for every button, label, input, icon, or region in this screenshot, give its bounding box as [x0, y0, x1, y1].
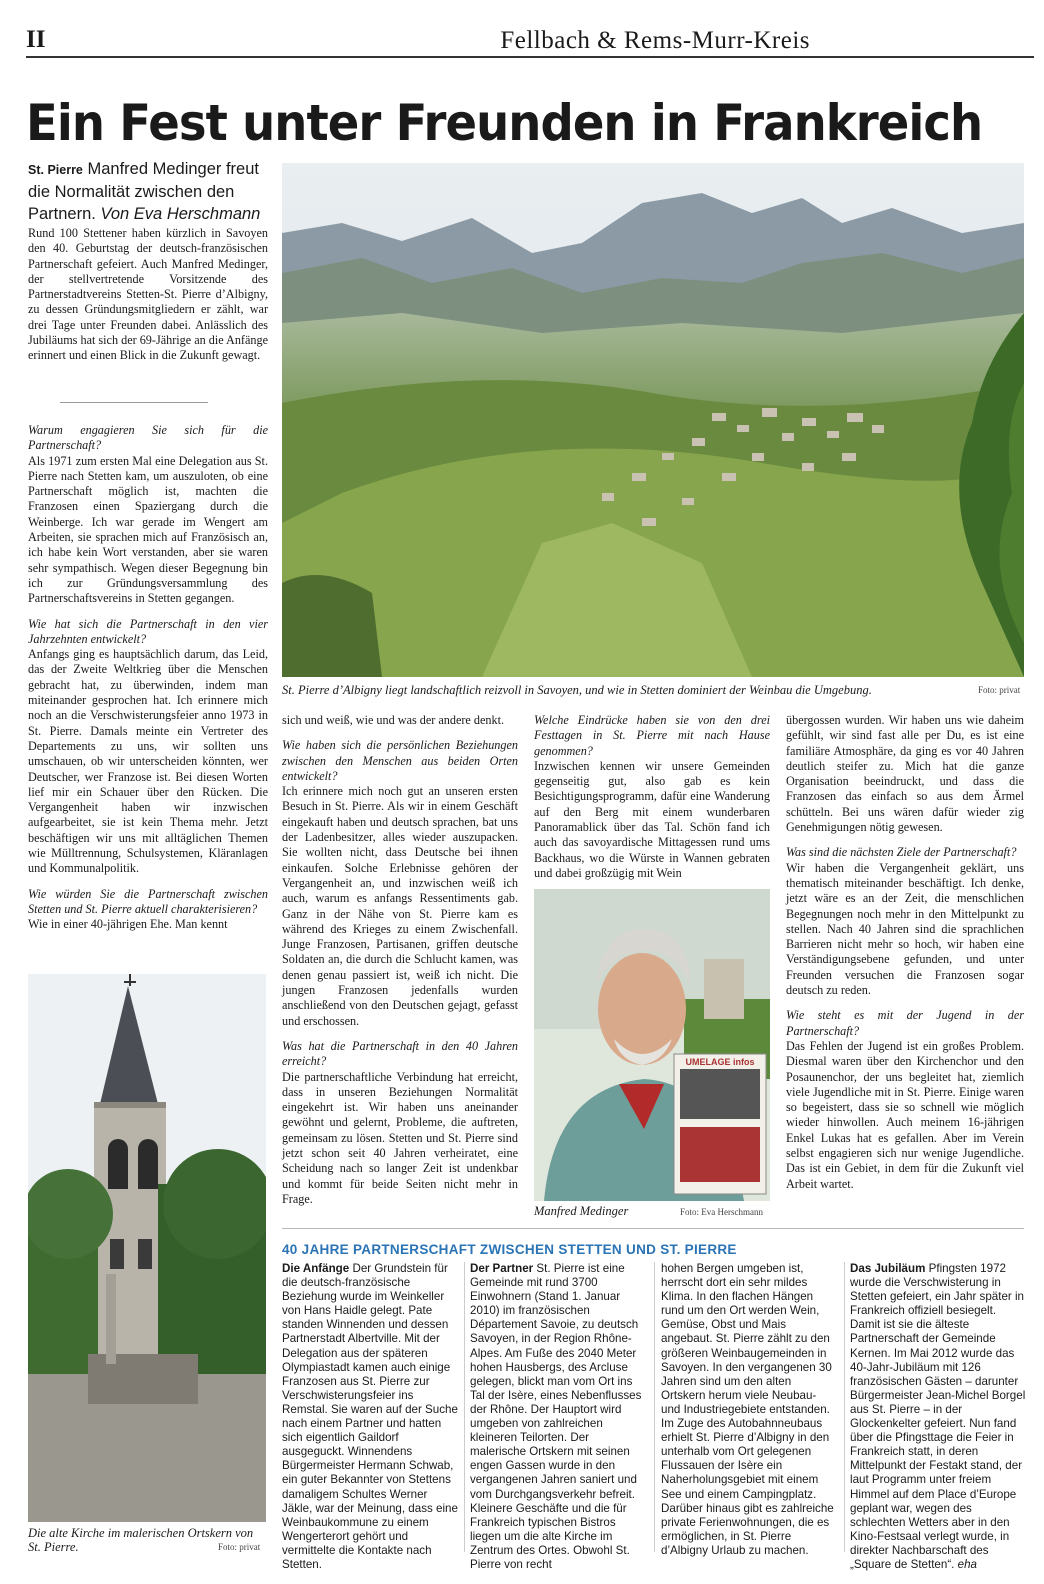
question: Welche Eindrücke haben sie von den drei Festtagen in St. Pierre mit nach Hause genommen? [534, 713, 770, 758]
infobox-subhead: Die Anfänge [282, 1262, 350, 1275]
article-column-4 [786, 713, 1024, 1192]
section-title: Fellbach & Rems-Murr-Kreis [500, 27, 810, 54]
infobox-text: hohen Bergen umgeben ist, herrscht dort ein sehr mildes Klima. In den flachen Hängen rund um den Ort werden Wein, Gemüse, Obst und Mais angebaut. St. Pierre zählt zu den größeren Weinbaugemeinden in Savoyen. In den vergangenen 30 Jahren sind um den alten Ortskern herum viele Neubau- und Industriegebiete entstanden. Im Zuge des Autobahnneubaus erhielt St. Pierre d’Albigny in den unterhalb vom Ort gelegenen Flussauen der Isère ein Naherholungsgebiet mit einem See und einem Campingplatz. Darüber hinaus gibt es zahlreiche private Ferienwohnungen, die es ermöglichen, in St. Pierre d’Albigny Urlaub zu machen. [661, 1262, 834, 1557]
infobox-rule [282, 1228, 1024, 1229]
infobox-anfaenge [282, 1262, 458, 1572]
portrait-photo-caption: Manfred Medinger [534, 1204, 629, 1218]
question: Was hat die Partnerschaft in den 40 Jahren erreicht? [282, 1038, 518, 1069]
answer: Die partnerschaftliche Verbindung hat erreicht, dass in unseren Beziehungen Normalität eingekehrt ist. Wir haben uns aneinander gewöhnt und gelernt, Probleme, die auftreten, gemeinsam zu lösen. Stetten und St. Pierre sind jetzt schon seit 40 Jahren verheiratet, eine Scheidung nach so langer Zeit ist undenkbar und kommt für beide Seiten nicht mehr in Frage. [282, 1069, 518, 1206]
intro-divider [60, 402, 208, 403]
headline: Ein Fest unter Freunden in Frankreich [26, 94, 983, 152]
article-intro [28, 226, 268, 364]
answer: Anfangs ging es hauptsächlich darum, das Leid, das der Zweite Weltkrieg über die Menschen gebracht hat, zu überwinden, indem man miteinander gesprochen hat. Ich erinnere mich noch an die Verschwisterungsfeier anno 1973 in St. Pierre. Damals meinte ein Vertreter des Departements zu uns, wir sollten uns umschauen, ob wir unterscheiden könnten, wer Deutscher, wer Franzose ist. Bei diesen Worten lief mir ein Schauer über den Rücken. Die Vergangenheit haben wir inzwischen aufgearbeitet, sie ist kein Thema mehr. Jetzt beschäftigen wir uns mit alltäglichen Themen wie Mülltrennung, Schulsystemen, Kläranlagen und Kommunalpolitik. [28, 647, 268, 876]
church-photo-caption: Die alte Kirche im malerischen Ortskern von St. Pierre. [28, 1526, 254, 1554]
answer: Ich erinnere mich noch gut an unseren ersten Besuch in St. Pierre. Als wir in einem Geschäft eingekauft haben und deutsch sprachen, bat uns der Ladenbesitzer, alles wieder auszupacken. Sie wollten nicht, dass Deutsche bei ihnen einkaufen. Solche Erlebnisse gehören der Vergangenheit an, und inzwischen weiß ich auch, warum es anfangs Ressentiments gab. Ganz in der Nähe von St. Pierre kam es während des Krieges zu einem Zwischenfall. Junge Franzosen, Partisanen, griffen deutsche Soldaten an, die durch die Schlucht kamen, was denen genau passiert ist, weiß ich nicht. Die jungen Franzosen jedenfalls wurden anschließend von den Deutschen gejagt, gefasst und erschossen. [282, 784, 518, 1028]
answer: Wie in einer 40-jährigen Ehe. Man kennt [28, 917, 228, 932]
question: Wie steht es mit der Jugend in der Partnerschaft? [786, 1008, 1024, 1038]
article-column-3 [534, 713, 770, 881]
column-divider [464, 1262, 465, 1552]
byline: Von Eva Herschmann [100, 205, 261, 223]
dateline: St. Pierre [28, 163, 83, 177]
church-illustration [28, 974, 266, 1522]
teaser [28, 158, 268, 225]
infobox-jubilaeum [850, 1262, 1026, 1572]
landscape-illustration [282, 163, 1024, 677]
answer: übergossen wurden. Wir haben uns wie daheim gefühlt, wir sind fast alle per Du, es ist eine familiäre Atmosphäre, da ging es vor 40 Jahren deutlich steifer zu. Mich hat die ganze Organisation beeindruckt, und dass die Franzosen das einfach so aus dem Ärmel schütteln. Bei uns wären dafür wieder zig Genehmigungen nötig gewesen. [786, 713, 1024, 835]
infobox-partner-continued [661, 1262, 837, 1558]
infobox-subhead: Das Jubiläum [850, 1262, 926, 1275]
magazine-cover-text: UMELAGE infos [685, 1057, 755, 1067]
main-photo-caption: St. Pierre d’Albigny liegt landschaftlich reizvoll in Savoyen, und wie in Stetten dominiert der Weinbau die Umgebung. [282, 683, 872, 697]
infobox-text: Pfingsten 1972 wurde die Verschwisterung in Stetten gefeiert, ein Jahr später in Frankreich offiziell besiegelt. Damit ist sie die älteste Partnerschaft der Gemeinde Kernen. Im Mai 2012 wurde das 40-Jahr-Jubiläum mit 126 französischen Gästen – darunter Bürgermeister Jean-Michel Borgel aus St. Pierre – in der Glockenkelter gefeiert. Nun fand über die Pfingsttage die Feier in Frankreich statt, in deren Mittelpunkt der Festakt stand, der laut Programm unter freiem Himmel auf dem Place d’Europe geplant war, wegen des schlechten Wetters aber in den Kino-Festsaal verlegt wurde, in direkter Nachbarschaft des „Square de Stetten“. [850, 1262, 1026, 1571]
infobox-text: Der Grundstein für die deutsch-französische Beziehung wurde im Weinkeller von Hans Haidle gelegt. Pate standen Winnenden und dessen Partnerstadt Albertville. Mit der Delegation aus der späteren Olympiastadt kamen auch einige Franzosen aus St. Pierre zur Verschwisterungsfeier ins Remstal. Sie waren auf der Suche nach einem Partner und hatten sich eigentlich Gaildorf ausgeguckt. Winnendens Bürgermeister Hermann Schwab, ein guter Bekannter von Stettens damaligem Schultes Werner Jäkle, war der Meinung, dass eine Weinbaukommune zu einem Wengerterort gehört und vermittelte die Kontakte nach Stetten. [282, 1262, 458, 1571]
answer: sich und weiß, wie und was der andere denkt. [282, 713, 505, 727]
teaser-text: Manfred Medinger freut die Normalität zwischen den Partnern. [28, 160, 259, 223]
portrait-photo [534, 889, 770, 1201]
question: Was sind die nächsten Ziele der Partnerschaft? [786, 845, 1017, 860]
main-photo-credit: Foto: privat [978, 685, 1021, 695]
question: Wie würden Sie die Partnerschaft zwischen Stetten und St. Pierre aktuell charakterisieren? [28, 886, 268, 916]
infobox-title: 40 JAHRE PARTNERSCHAFT ZWISCHEN STETTEN UND ST. PIERRE [282, 1242, 737, 1257]
portrait-illustration [534, 889, 770, 1201]
answer: Wir haben die Vergangenheit geklärt, uns thematisch miteinander beschäftigt. Ich denke, jetzt wäre es an der Zeit, die menschlichen Begegnungen noch mehr in den Mittelpunkt zu stellen. Nach 40 Jahren sind die sprachlichen Barrieren nicht mehr so hoch, wir haben eine Verständigungsebene gefunden, und unter Freunden versuchen die Franzosen sogar deutsch zu reden. [786, 860, 1024, 998]
header-rule [26, 56, 1034, 58]
question: Wie haben sich die persönlichen Beziehungen zwischen den Menschen aus beiden Orten entwickelt? [282, 738, 518, 783]
column-divider [844, 1262, 845, 1552]
church-photo-credit: Foto: privat [218, 1542, 261, 1552]
page-number: II [26, 26, 46, 53]
article-column-1 [28, 423, 268, 933]
infobox-text: St. Pierre ist eine Gemeinde mit rund 3700 Einwohnern (Stand 1. Januar 2010) im französischen Département Savoie, zu deutsch Savoyen, in der Region Rhône-Alpes. Am Fuße des 2040 Meter hohen Hausbergs, des Arcluse gelegen, blickt man vom Ort ins Tal der Isère, eines Nebenflusses der Rhône. Der Hauptort wird umgeben von zahlreichen kleineren Teilorten. Der malerische Ortskern mit seinen engen Gassen wurde in den vergangenen Jahren saniert und vom Durchgangsverkehr befreit. Kleinere Geschäfte und die für Frankreich typischen Bistros liegen um die alte Kirche im Zentrum des Ortes. Obwohl St. Pierre von recht [470, 1262, 642, 1571]
article-column-2 [282, 713, 518, 1207]
question: Wie hat sich die Partnerschaft in den vier Jahrzehnten entwickelt? [28, 616, 268, 646]
column-divider [654, 1262, 655, 1552]
infobox-signature: eha [957, 1557, 977, 1571]
answer: Als 1971 zum ersten Mal eine Delegation aus St. Pierre nach Stetten kam, um auszuloten, ob eine Partnerschaft möglich ist, machten die Franzosen einen Spaziergang durch die Weinberge. Ich war gerade im Wengert am Arbeiten, sie sprachen mich auf Französisch an, ich habe kein Wort verstanden, aber sie waren sehr sympathisch. Wegen dieser Begegnung bin ich zur Gründungsversammlung des Partnerschaftsvereins in Stetten gegangen. [28, 453, 268, 606]
portrait-photo-credit: Foto: Eva Herschmann [680, 1207, 763, 1217]
landscape-photo [282, 163, 1024, 677]
intro-text: Rund 100 Stettener haben kürzlich in Savoyen den 40. Geburtstag der deutsch-französischen Partnerschaft gefeiert. Auch Manfred Medinger, der stellvertretende Vorsitzende des Partnerstadtvereins Stetten-St. Pierre d’Albigny, zu dessen Gründungsmitgliedern er zählt, war drei Tage unter Freunden dabei. Anlässlich des Jubiläums hat sich der 69-Jährige an die Anfänge erinnert und einen Blick in die Zukunft gewagt. [28, 226, 268, 363]
infobox-partner [470, 1262, 646, 1572]
infobox-subhead: Der Partner [470, 1262, 534, 1275]
answer: Das Fehlen der Jugend ist ein großes Problem. Diesmal waren über den Kirchenchor und den Posaunenchor, der uns begleitet hat, ziemlich viele Jugendliche mit in St. Pierre. Einige waren so begeistert, dass sie so schnell wie möglich wieder hinwollen. Auch meinem 16-jährigen Enkel Lukas hat es gefallen. Aber im Verein selbst engagieren sich nur wenige Jugendliche. Das ist ein Gebiet, in dem für die Zukunft viel Arbeit wartet. [786, 1038, 1024, 1191]
church-photo [28, 974, 266, 1522]
question: Warum engagieren Sie sich für die Partnerschaft? [28, 423, 268, 453]
answer: Inzwischen kennen wir unsere Gemeinden gegenseitig gut, also gab es kein Besichtigungsprogramm, dafür eine Wanderung auf den Berg mit einem wunderbaren Panoramablick über das Tal. Schön fand ich auch das savoyardische Mittagessen rund ums Backhaus, wo die Würste in Wannen gebraten und dabei großzügig mit Wein [534, 758, 770, 880]
